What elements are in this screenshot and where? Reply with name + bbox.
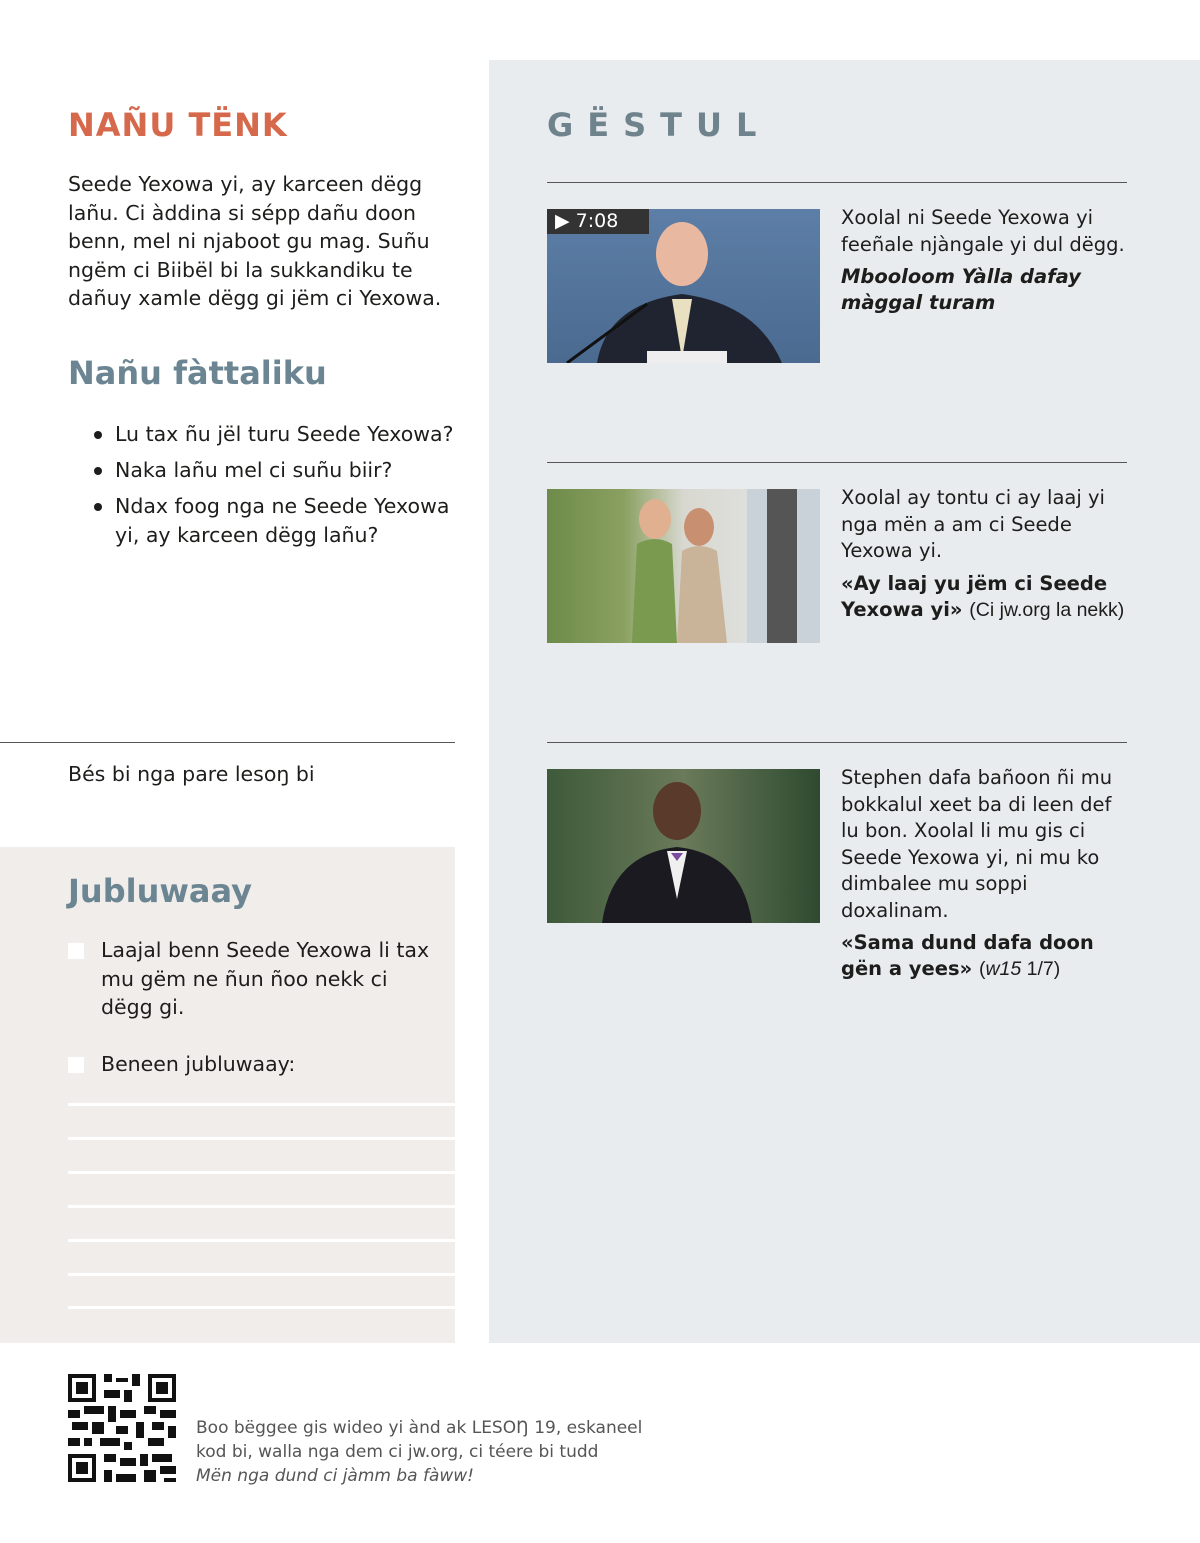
footer-line: Boo bëggee gis wideo yi ànd ak LESOŊ 19, eskaneel [196,1418,643,1438]
footer-text [196,1416,642,1488]
article-title: «Sama dund dafa doon gën a yees» [841,931,1094,980]
article-image[interactable] [547,489,820,643]
question-item: Lu tax ñu jël turu Seede Yexowa? [92,420,462,449]
writing-line[interactable] [68,1171,455,1174]
book-title: Mën nga dund ci jàmm ba fàww! [196,1466,475,1486]
question-item: Ndax foog nga ne Seede Yexowa yi, ay karceen dëgg lañu? [92,492,462,550]
duration: 7:08 [575,210,619,232]
stephen-image [547,769,820,923]
card-description: Stephen dafa bañoon ñi mu bokkalul xeet ba di leen def lu bon. Xoolal li mu gis ci Seede Yexowa yi, ni mu ko dimbalee mu soppi doxalinam. [841,766,1113,922]
article-image[interactable] [547,769,820,923]
card-description: Xoolal ay tontu ci ay laaj yi nga mën a am ci Seede Yexowa yi. [841,486,1105,562]
goal-checkbox[interactable] [68,1057,84,1073]
explore-card [841,485,1131,623]
video-thumbnail[interactable] [547,209,820,363]
intro-paragraph: Seede Yexowa yi, ay karceen dëgg lañu. Ci àddina si sépp dañu doon benn, mel ni njaboot gu mag. Suñu ngëm ci Biibël bi la sukkandiku te dañuy xamle dëgg gi jëm ci Yexowa. [68,172,442,310]
play-icon: ▶ [555,210,576,232]
explore-card [841,765,1131,982]
women-at-door-image [547,489,820,643]
article-link[interactable] [841,571,1131,623]
goal-checkbox[interactable] [68,943,84,959]
card-description: Xoolal ni Seede Yexowa yi feeñale njàngale yi dul dëgg. [841,206,1125,256]
video-duration-badge [547,209,649,234]
divider [547,182,1127,183]
qr-code-icon [68,1374,176,1482]
divider [547,462,1127,463]
question-item: Naka lañu mel ci suñu biir? [92,456,462,485]
writing-line[interactable] [68,1137,455,1140]
review-questions [92,420,462,557]
divider [0,742,455,743]
goal-item: Laajal benn Seede Yexowa li tax mu gëm ne ñun ñoo nekk ci dëgg gi. [101,938,430,1019]
footer-line: kod bi, walla nga dem ci jw.org, ci téere bi tudd [196,1442,599,1462]
writing-line[interactable] [68,1103,455,1106]
section-heading: NAÑU TËNK [68,106,288,144]
article-reference: (Ci jw.org la nekk) [969,598,1125,621]
article-link[interactable]: «Sama dund dafa doon gën a yees» (w15 1/7) [841,931,1094,980]
article-title: «Ay laaj yu jëm ci Seede Yexowa yi» [841,571,1108,621]
writing-line[interactable] [68,1306,455,1309]
completion-date-label: Bés bi nga pare lesoŋ bi [68,762,315,786]
article-reference: 1/7) [1026,958,1061,980]
writing-line[interactable] [68,1273,455,1276]
explore-card [841,205,1131,316]
writing-line[interactable] [68,1239,455,1242]
writing-line[interactable] [68,1205,455,1208]
qr-code[interactable] [68,1374,176,1482]
divider [547,742,1127,743]
goal-item: Beneen jubluwaay: [101,1052,296,1076]
goal-heading: Jubluwaay [68,872,252,910]
article-reference-publication: w15 [985,958,1022,980]
video-link[interactable]: Mbooloom Yàlla dafay màggal turam [841,265,1081,314]
explore-heading: GËSTUL [547,106,771,144]
goal-box [0,847,455,1343]
review-heading: Nañu fàttaliku [68,354,327,392]
